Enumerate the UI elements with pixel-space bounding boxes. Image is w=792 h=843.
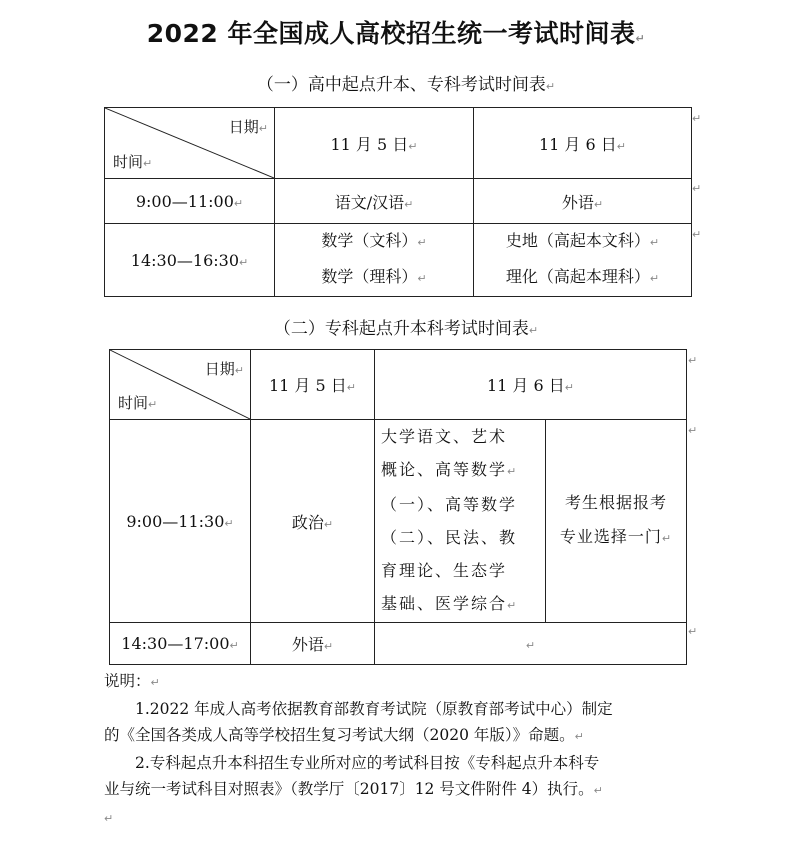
time-label: 时间↵ (118, 394, 158, 412)
subject-cell: 外语↵ (251, 623, 375, 665)
paragraph-mark-icon: ↵ (545, 80, 556, 93)
note-item-1-line-2: 的《全国各类成人高等学校招生复习考试大纲（2020 年版）》命题。↵ (104, 726, 584, 744)
time-cell: 14:30—17:00↵ (110, 623, 251, 665)
time-label: 时间↵ (113, 153, 153, 171)
note-item-2-line-1: 2.专科起点升本科招生专业所对应的考试科目按《专科起点升本科专 (135, 754, 600, 772)
subject-cell: ↵ (375, 623, 687, 665)
table-header-row (105, 108, 692, 179)
elective-note-cell: 考生根据报考 专业选择一门↵ (546, 420, 687, 623)
notes-label: 说明：↵ (104, 672, 160, 690)
diagonal-header-cell (105, 108, 275, 179)
table-row (105, 224, 692, 297)
header-day1: 11 月 5 日↵ (251, 350, 375, 420)
subject-cell: 政治↵ (251, 420, 375, 623)
header-day1: 11 月 5 日↵ (275, 108, 474, 179)
row-end-mark-icon: ↵ (692, 182, 702, 195)
row-end-mark-icon: ↵ (688, 424, 698, 437)
section1-heading: （一）高中起点升本、专科考试时间表↵ (256, 75, 556, 95)
subject-cell: 外语↵ (474, 179, 692, 224)
page-title: 2022 年全国成人高校招生统一考试时间表↵ (146, 19, 646, 48)
diagonal-header-cell (110, 350, 251, 420)
time-cell: 14:30—16:30↵ (105, 224, 275, 297)
date-label: 日期↵ (228, 118, 268, 136)
table-row (105, 179, 692, 224)
row-end-mark-icon: ↵ (688, 625, 698, 638)
paragraph-mark-icon: ↵ (635, 32, 646, 45)
note-item-2-line-2: 业与统一考试科目对照表》（教学厅〔2017〕12 号文件附件 4）执行。↵ (104, 780, 603, 798)
empty-paragraph (104, 804, 704, 832)
notes-block (104, 668, 704, 832)
subject-cell: 数学（文科）↵ 数学（理科）↵ (275, 224, 474, 297)
row-end-mark-icon: ↵ (692, 228, 702, 241)
table-header-row (110, 350, 687, 420)
subject-cell: 史地（高起本文科）↵ 理化（高起本理科）↵ (474, 224, 692, 297)
header-day2: 11 月 6 日↵ (375, 350, 687, 420)
subject-cell: 大学语文、艺术 概论、高等数学↵ （一）、高等数学 （二）、民法、教 育理论、生态学 基础、医学综合↵ (375, 420, 546, 623)
note-item-1-line-1: 1.2022 年成人高考依据教育部教育考试院（原教育部考试中心）制定 (135, 700, 613, 718)
date-label: 日期↵ (204, 360, 244, 378)
time-cell: 9:00—11:00↵ (105, 179, 275, 224)
subject-cell: 语文/汉语↵ (275, 179, 474, 224)
schedule-table-2 (109, 349, 687, 665)
row-end-mark-icon: ↵ (688, 354, 698, 367)
paragraph-mark-icon: ↵ (528, 324, 539, 337)
paragraph-mark-icon: ↵ (104, 812, 114, 825)
section2-heading: （二）专科起点升本科考试时间表↵ (273, 319, 539, 339)
row-end-mark-icon: ↵ (692, 112, 702, 125)
time-cell: 9:00—11:30↵ (110, 420, 251, 623)
table-row (110, 420, 687, 623)
table-row (110, 623, 687, 665)
schedule-table-1 (104, 107, 692, 297)
header-day2: 11 月 6 日↵ (474, 108, 692, 179)
